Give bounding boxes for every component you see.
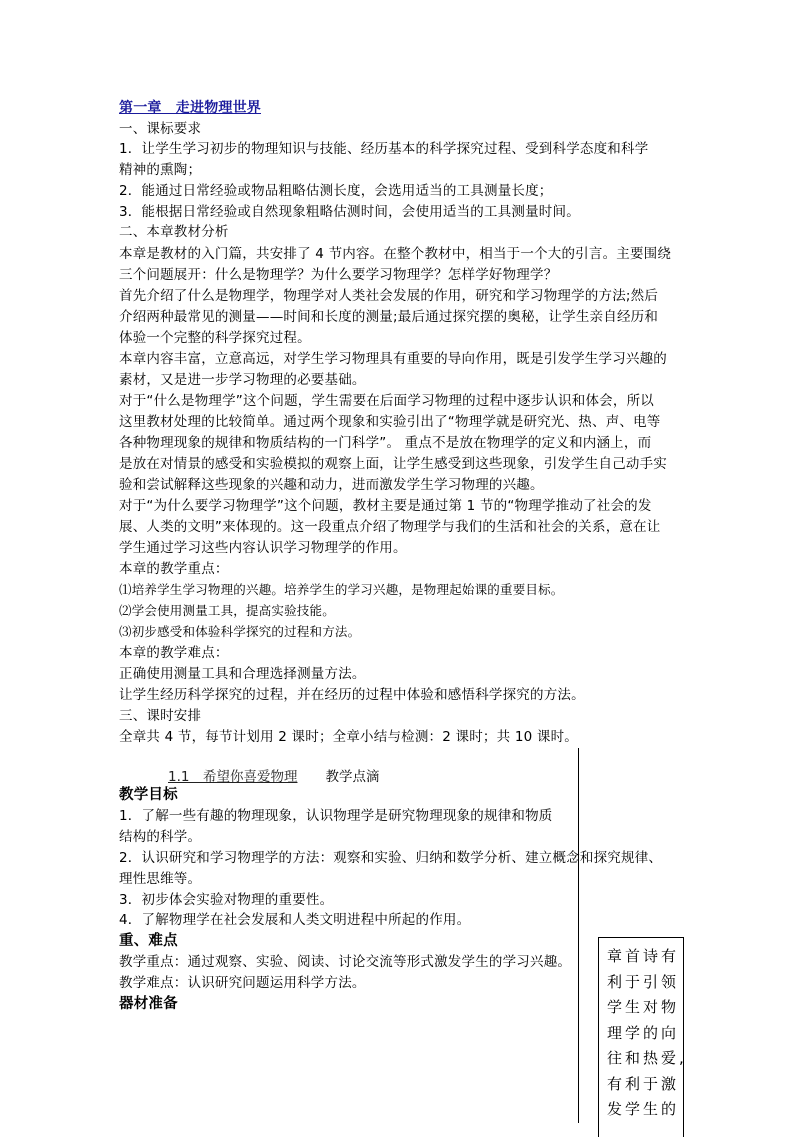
- text-line: 3．初步体会实验对物理的重要性。: [119, 892, 334, 908]
- text-line: 三个问题展开：什么是物理学？为什么要学习物理学？怎样学好物理学？: [119, 267, 558, 283]
- text-line: 三、课时安排: [119, 708, 202, 724]
- lesson-heading: [168, 765, 379, 785]
- text-line: 介绍两种最常见的测量——时间和长度的测量;最后通过探究摆的奥秘，让学生亲自经历和: [119, 309, 659, 325]
- text-line: 正确使用测量工具和合理选择测量方法。: [119, 666, 366, 682]
- side-note-line: 理学的向: [607, 1023, 680, 1042]
- lesson-subtitle: 教学点滴: [325, 769, 380, 785]
- text-line: 对于“为什么要学习物理学”这个问题，教材主要是通过第 1 节的“物理学推动了社会的发: [119, 498, 652, 514]
- text-line: 各种物理现象的规律和物质结构的一门科学”。 重点不是放在物理学的定义和内涵上，而: [119, 435, 652, 451]
- side-note-line: 利于引领: [607, 972, 680, 991]
- text-line: 对于“什么是物理学”这个问题，学生需要在后面学习物理的过程中逐步认识和体会，所以: [119, 393, 654, 409]
- chapter-title: 第一章 走进物理世界: [119, 100, 261, 116]
- text-line: 这里教材处理的比较简单。通过两个现象和实验引出了“物理学就是研究光、热、声、电等: [119, 414, 661, 430]
- text-line: ⑴培养学生学习物理的兴趣。培养学生的学习兴趣，是物理起始课的重要目标。: [119, 582, 564, 597]
- text-line: 首先介绍了什么是物理学，物理学对人类社会发展的作用，研究和学习物理学的方法;然后: [119, 288, 659, 304]
- text-line: 1．了解一些有趣的物理现象，认识物理学是研究物理现象的规律和物质: [119, 808, 553, 824]
- side-note-box: [598, 937, 687, 1137]
- text-line: 2．认识研究和学习物理学的方法：观察和实验、归纳和数学分析、建立概念和探究规律、: [119, 850, 663, 866]
- text-line: 4．了解物理学在社会发展和人类文明进程中所起的作用。: [119, 912, 471, 928]
- section-heading: 器材准备: [119, 996, 178, 1012]
- text-line: 全章共 4 节，每节计划用 2 课时；全章小结与检测：2 课时；共 10 课时。: [119, 729, 578, 745]
- text-line: 让学生经历科学探究的过程，并在经历的过程中体验和感悟科学探究的方法。: [119, 687, 585, 703]
- section-heading: 重、难点: [119, 933, 178, 949]
- text-line: 学生通过学习这些内容认识学习物理学的作用。: [119, 540, 407, 556]
- side-note-line: 往和热爱,: [607, 1049, 687, 1067]
- text-line: 二、本章教材分析: [119, 224, 229, 240]
- text-line: 3．能根据日常经验或自然现象粗略估测时间，会使用适当的工具测量时间。: [119, 204, 580, 220]
- text-line: 体验一个完整的科学探究过程。: [119, 330, 311, 346]
- column-divider: [578, 748, 579, 1123]
- text-line: 教学难点：认识研究问题运用科学方法。: [119, 975, 366, 991]
- lesson-title: 1.1 希望你喜爱物理: [168, 769, 298, 785]
- text-line: 本章的教学难点：: [119, 645, 229, 661]
- text-line: 一、课标要求: [119, 121, 202, 137]
- text-line: ⑵学会使用测量工具，提高实验技能。: [119, 603, 335, 618]
- section-heading: 教学目标: [119, 787, 178, 803]
- side-note-line: 学生对物: [607, 998, 680, 1016]
- side-note-line: 发学生的: [607, 1100, 680, 1118]
- text-line: 是放在对情景的感受和实验模拟的观察上面，让学生感受到这些现象，引发学生自己动手实: [119, 456, 667, 472]
- text-line: 理性思维等。: [119, 871, 202, 887]
- side-note-line: 有利于激: [607, 1074, 680, 1093]
- text-line: 2．能通过日常经验或物品粗略估测长度，会选用适当的工具测量长度；: [119, 183, 553, 199]
- text-line: 展、人类的文明”来体现的。这一段重点介绍了物理学与我们的生活和社会的关系，意在让: [119, 519, 661, 535]
- text-line: 本章是教材的入门篇，共安排了 4 节内容。在整个教材中，相当于一个大的引言。主要围绕: [119, 246, 672, 262]
- text-line: 本章的教学重点：: [119, 561, 229, 577]
- text-line: 精神的熏陶；: [119, 162, 202, 178]
- text-line: ⑶初步感受和体验科学探究的过程和方法。: [119, 624, 361, 639]
- text-line: 验和尝试解释这些现象的兴趣和动力，进而激发学生学习物理的兴趣。: [119, 477, 544, 493]
- side-note-line: 章首诗有: [607, 947, 680, 965]
- text-line: 教学重点：通过观察、实验、阅读、讨论交流等形式激发学生的学习兴趣。: [119, 954, 572, 970]
- text-line: 素材，又是进一步学习物理的必要基础。: [119, 372, 366, 388]
- text-line: 结构的科学。: [119, 829, 202, 845]
- text-line: 本章内容丰富，立意高远，对学生学习物理具有重要的导向作用，既是引发学生学习兴趣的: [119, 351, 667, 367]
- text-line: 1．让学生学习初步的物理知识与技能、经历基本的科学探究过程、受到科学态度和科学: [119, 141, 649, 157]
